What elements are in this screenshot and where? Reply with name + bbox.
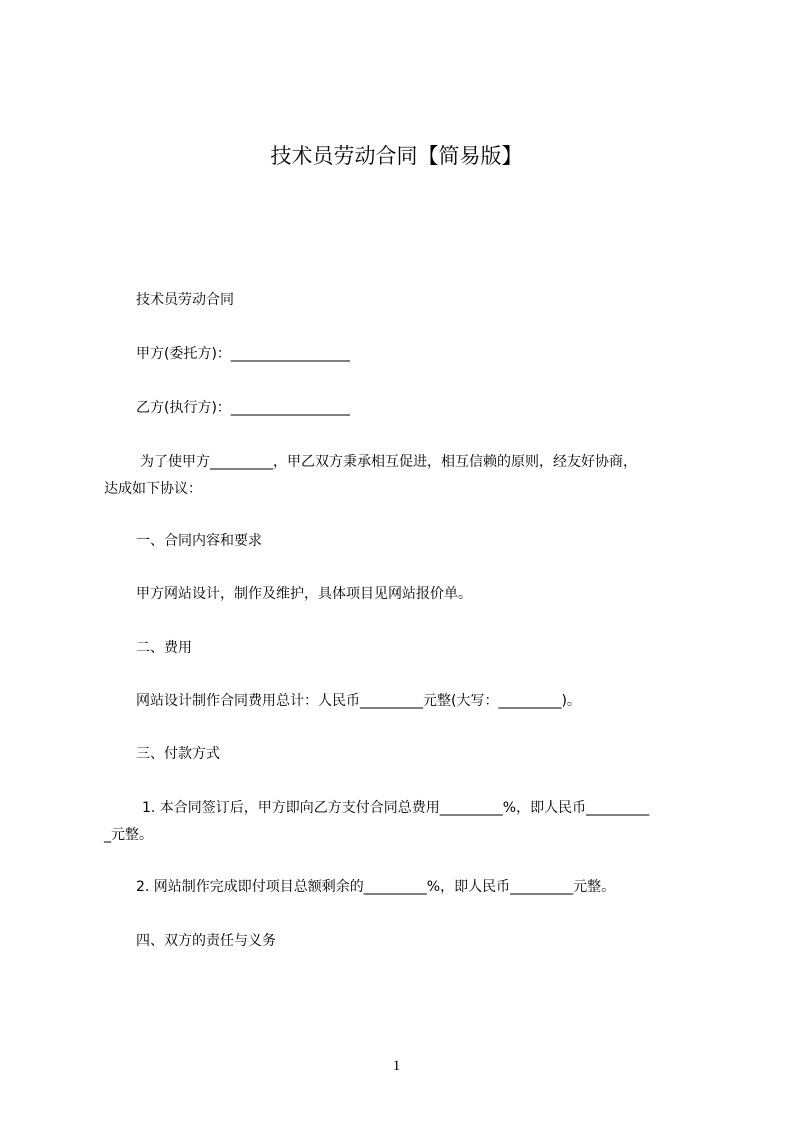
document-title: 技术员劳动合同【简易版】: [270, 144, 523, 168]
preamble-paragraph: 为了使甲方_________，甲乙双方秉承相互促进，相互信赖的原则，经友好协商，: [140, 454, 637, 470]
payment-item-2: 2. 网站制作完成即付项目总额剩余的_________%，即人民币_________元整。: [136, 879, 616, 895]
section-heading-3: 三、付款方式: [136, 746, 220, 762]
section-2-content: 网站设计制作合同费用总计：人民币_________元整(大写：_________)。: [136, 693, 581, 709]
section-heading-1: 一、合同内容和要求: [136, 533, 262, 549]
page-number: 1: [392, 1058, 401, 1074]
preamble-paragraph-continued: 达成如下协议：: [104, 481, 202, 497]
section-1-content: 甲方网站设计，制作及维护，具体项目见网站报价单。: [136, 586, 472, 602]
payment-item-1-continued: _元整。: [104, 827, 153, 843]
party-b-line: 乙方(执行方)：_________________: [136, 400, 350, 416]
section-heading-2: 二、费用: [136, 640, 192, 656]
section-heading-4: 四、双方的责任与义务: [136, 933, 276, 949]
party-a-line: 甲方(委托方)：_________________: [136, 346, 350, 362]
contract-heading: 技术员劳动合同: [136, 292, 234, 308]
payment-item-1: 1. 本合同签订后，甲方即向乙方支付合同总费用_________%，即人民币_________: [142, 800, 650, 816]
